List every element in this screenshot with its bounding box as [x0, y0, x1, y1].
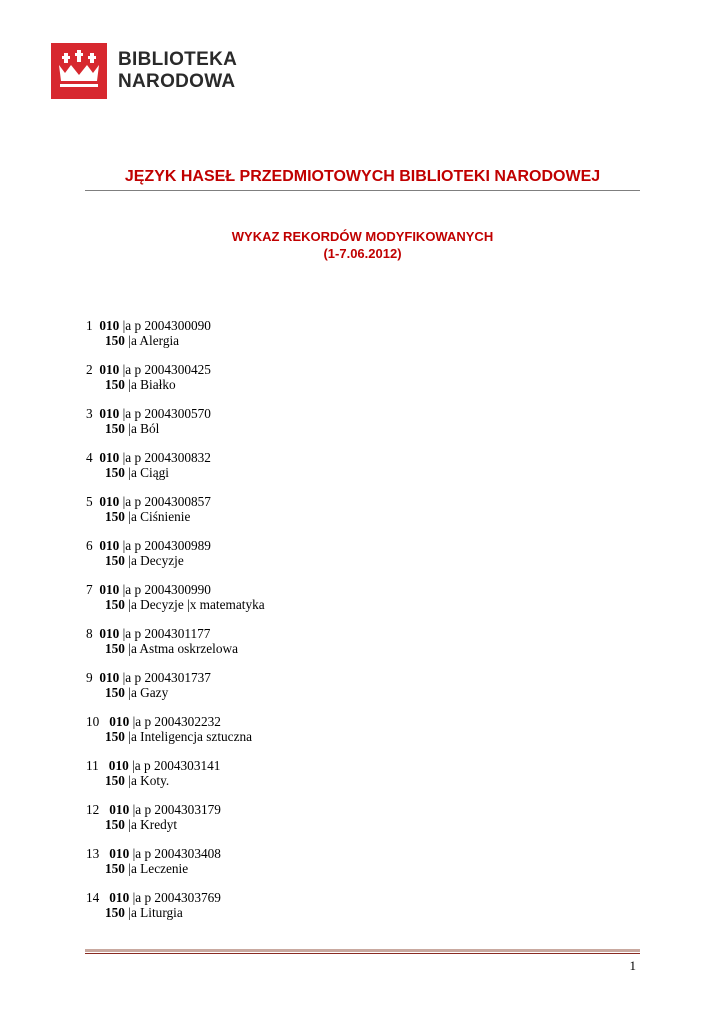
- record-line-010: [86, 582, 606, 597]
- field-tag: 010: [99, 494, 120, 509]
- record-line-010: [86, 846, 606, 861]
- field-tag: 150: [105, 641, 125, 656]
- subtitle-line2: (1-7.06.2012): [323, 246, 402, 261]
- field-value: |a p 2004301177: [122, 626, 211, 641]
- field-tag: 150: [105, 377, 125, 392]
- record-line-150: [86, 333, 606, 348]
- field-value: |a p 2004302232: [132, 714, 221, 729]
- record-number: 6: [86, 538, 93, 553]
- field-tag: 010: [99, 670, 120, 685]
- field-value: |a Leczenie: [128, 861, 189, 876]
- document-title: JĘZYK HASEŁ PRZEDMIOTOWYCH BIBLIOTEKI NARODOWEJ: [124, 168, 601, 185]
- field-value: |a p 2004300570: [122, 406, 211, 421]
- record-line-150: [86, 773, 606, 788]
- record-number: 8: [86, 626, 93, 641]
- field-tag: 150: [105, 817, 125, 832]
- field-value: |a Ciśnienie: [128, 509, 191, 524]
- field-tag: 150: [105, 421, 125, 436]
- field-tag: 010: [99, 318, 120, 333]
- record-line-150: [86, 509, 606, 524]
- field-value: |a p 2004300857: [122, 494, 211, 509]
- list-item: [86, 538, 606, 582]
- record-line-010: [86, 758, 606, 773]
- footer-divider: [85, 949, 640, 952]
- field-tag: 150: [105, 773, 125, 788]
- field-tag: 010: [109, 890, 130, 905]
- record-number: 14: [86, 890, 100, 905]
- record-line-150: [86, 905, 606, 920]
- record-line-010: [86, 670, 606, 685]
- record-line-010: [86, 626, 606, 641]
- record-line-010: [86, 318, 606, 333]
- record-number: 2: [86, 362, 93, 377]
- field-tag: 010: [99, 582, 120, 597]
- list-item: [86, 670, 606, 714]
- field-value: |a Inteligencja sztuczna: [128, 729, 253, 744]
- field-tag: 010: [99, 362, 120, 377]
- field-tag: 010: [99, 538, 120, 553]
- record-line-150: [86, 553, 606, 568]
- subtitle-line1: WYKAZ REKORDÓW MODYFIKOWANYCH: [231, 229, 494, 244]
- list-item: [86, 450, 606, 494]
- field-value: |a p 2004303179: [132, 802, 221, 817]
- record-number: 1: [86, 318, 93, 333]
- record-number: 10: [86, 714, 100, 729]
- footer-divider-line: [85, 953, 640, 954]
- list-item: [86, 714, 606, 758]
- field-value: |a Alergia: [128, 333, 180, 348]
- field-tag: 010: [99, 626, 120, 641]
- list-item: [86, 758, 606, 802]
- field-value: |a Decyzje: [128, 553, 184, 568]
- record-line-010: [86, 538, 606, 553]
- library-logo: [51, 43, 107, 99]
- title-divider: [85, 190, 640, 191]
- record-line-150: [86, 817, 606, 832]
- record-line-150: [86, 729, 606, 744]
- field-value: |a Białko: [128, 377, 176, 392]
- list-item: [86, 318, 606, 362]
- record-line-150: [86, 641, 606, 656]
- field-tag: 010: [99, 450, 120, 465]
- field-tag: 150: [105, 509, 125, 524]
- field-value: |a p 2004300990: [122, 582, 211, 597]
- list-item: [86, 582, 606, 626]
- field-value: |a Koty.: [128, 773, 170, 788]
- record-line-010: [86, 714, 606, 729]
- field-value: |a Ból: [128, 421, 160, 436]
- record-line-010: [86, 362, 606, 377]
- list-item: [86, 494, 606, 538]
- field-value: |a p 2004303408: [132, 846, 221, 861]
- list-item: [86, 406, 606, 450]
- page-number: 1: [629, 958, 636, 973]
- field-value: |a p 2004303141: [132, 758, 221, 773]
- field-value: |a Decyzje |x matematyka: [128, 597, 265, 612]
- record-line-150: [86, 861, 606, 876]
- record-line-150: [86, 421, 606, 436]
- record-line-010: [86, 406, 606, 421]
- list-item: [86, 362, 606, 406]
- field-value: |a p 2004301737: [122, 670, 211, 685]
- field-tag: 010: [109, 846, 130, 861]
- field-value: |a Astma oskrzelowa: [128, 641, 239, 656]
- field-tag: 010: [109, 714, 130, 729]
- field-value: |a Gazy: [128, 685, 169, 700]
- record-line-010: [86, 494, 606, 509]
- record-number: 13: [86, 846, 100, 861]
- logo-line1: BIBLIOTEKA: [118, 49, 238, 70]
- field-tag: 150: [105, 905, 125, 920]
- list-item: [86, 890, 606, 934]
- record-line-150: [86, 465, 606, 480]
- record-number: 5: [86, 494, 93, 509]
- field-value: |a p 2004300090: [122, 318, 211, 333]
- document-subtitle: [85, 228, 640, 262]
- field-tag: 150: [105, 861, 125, 876]
- field-tag: 150: [105, 685, 125, 700]
- record-line-010: [86, 450, 606, 465]
- logo-text: [118, 49, 237, 93]
- record-line-150: [86, 377, 606, 392]
- field-value: |a p 2004300425: [122, 362, 211, 377]
- record-line-010: [86, 802, 606, 817]
- records-list: [86, 318, 606, 934]
- field-tag: 010: [108, 758, 129, 773]
- field-value: |a p 2004300832: [122, 450, 211, 465]
- record-number: 9: [86, 670, 93, 685]
- record-number: 7: [86, 582, 93, 597]
- field-tag: 150: [105, 597, 125, 612]
- field-value: |a Ciągi: [128, 465, 169, 480]
- list-item: [86, 626, 606, 670]
- record-line-150: [86, 685, 606, 700]
- field-value: |a p 2004300989: [122, 538, 211, 553]
- field-tag: 010: [99, 406, 120, 421]
- record-number: 12: [86, 802, 100, 817]
- field-tag: 010: [109, 802, 130, 817]
- field-tag: 150: [105, 553, 125, 568]
- field-value: |a Liturgia: [128, 905, 183, 920]
- field-tag: 150: [105, 465, 125, 480]
- record-number: 4: [86, 450, 93, 465]
- record-number: 11: [86, 758, 99, 773]
- list-item: [86, 846, 606, 890]
- crown-icon: [51, 43, 107, 99]
- field-value: |a p 2004303769: [132, 890, 221, 905]
- list-item: [86, 802, 606, 846]
- field-tag: 150: [105, 729, 125, 744]
- logo-line2: NARODOWA: [118, 71, 236, 92]
- field-tag: 150: [105, 333, 125, 348]
- record-line-150: [86, 597, 606, 612]
- field-value: |a Kredyt: [128, 817, 178, 832]
- record-line-010: [86, 890, 606, 905]
- record-number: 3: [86, 406, 93, 421]
